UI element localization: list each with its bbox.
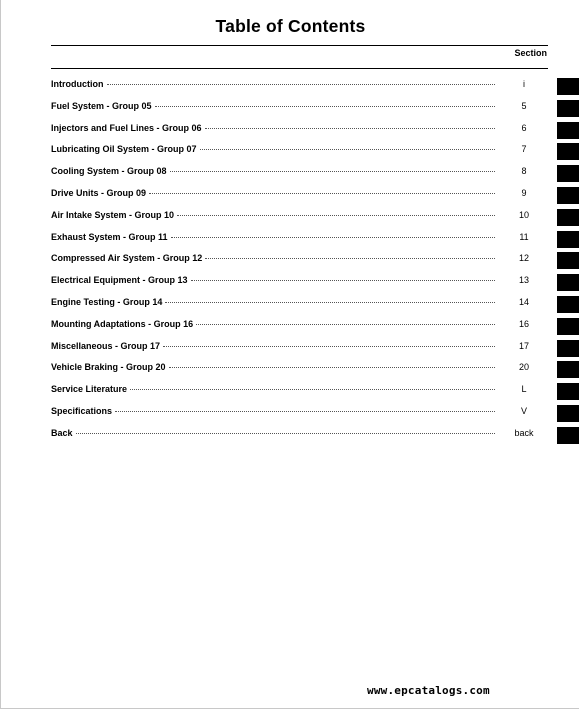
toc-entry-title[interactable]: Cooling System - Group 08 <box>51 166 167 177</box>
section-column-header: Section <box>514 48 547 58</box>
section-tab[interactable] <box>557 296 579 313</box>
toc-entry-specifications[interactable] <box>51 406 546 428</box>
toc-entry-engine-testing[interactable] <box>51 297 546 319</box>
toc-entry-title[interactable]: Specifications <box>51 405 113 416</box>
dot-leader <box>169 367 495 368</box>
dot-leader <box>170 171 495 172</box>
dot-leader <box>205 258 495 259</box>
toc-entry-section[interactable]: 20 <box>518 362 529 373</box>
section-tab[interactable] <box>557 78 579 95</box>
dot-leader <box>196 324 495 325</box>
toc-entry-title[interactable]: Injectors and Fuel Lines - Group 06 <box>51 122 202 133</box>
dot-leader <box>165 302 495 303</box>
toc-entry-title[interactable]: Miscellaneous - Group 17 <box>51 340 161 351</box>
dot-leader <box>130 389 495 390</box>
section-tab[interactable] <box>557 274 579 291</box>
toc-entry-title[interactable]: Compressed Air System - Group 12 <box>51 253 203 264</box>
dot-leader <box>155 106 495 107</box>
section-tab[interactable] <box>557 405 579 422</box>
page-title: Table of Contents <box>215 16 366 36</box>
toc-entry-fuel-system[interactable] <box>51 101 546 123</box>
table-of-contents <box>51 79 546 450</box>
section-tab[interactable] <box>557 187 579 204</box>
toc-entry-drive-units[interactable] <box>51 188 546 210</box>
section-tab[interactable] <box>557 427 579 444</box>
toc-entry-section[interactable]: 5 <box>521 100 527 111</box>
toc-entry-mounting-adaptations[interactable] <box>51 319 546 341</box>
section-tab[interactable] <box>557 361 579 378</box>
toc-entry-introduction[interactable] <box>51 79 546 101</box>
header-rule-bottom <box>51 68 548 69</box>
toc-entry-title[interactable]: Mounting Adaptations - Group 16 <box>51 318 194 329</box>
toc-entry-section[interactable]: L <box>521 384 527 395</box>
toc-entry-title[interactable]: Introduction <box>51 79 104 89</box>
toc-entry-section[interactable]: 16 <box>518 318 529 329</box>
toc-entry-compressed-air[interactable] <box>51 253 546 275</box>
toc-entry-section[interactable]: 6 <box>521 122 527 133</box>
section-tab[interactable] <box>557 100 579 117</box>
toc-entry-section[interactable]: 7 <box>521 144 527 155</box>
section-tab[interactable] <box>557 383 579 400</box>
section-tab[interactable] <box>557 143 579 160</box>
section-tab[interactable] <box>557 165 579 182</box>
toc-entry-title[interactable]: Lubricating Oil System - Group 07 <box>51 144 197 155</box>
toc-entry-back[interactable] <box>51 428 546 450</box>
toc-entry-section[interactable]: 10 <box>518 209 529 220</box>
toc-entry-exhaust-system[interactable] <box>51 232 546 254</box>
toc-entry-section[interactable]: 11 <box>519 231 529 242</box>
toc-entry-title[interactable]: Drive Units - Group 09 <box>51 187 147 198</box>
dot-leader <box>115 411 495 412</box>
toc-entry-section[interactable]: 8 <box>521 166 527 177</box>
toc-entry-section[interactable]: 13 <box>518 275 529 286</box>
section-tab[interactable] <box>557 340 579 357</box>
watermark-url: www.epcatalogs.com <box>367 684 490 697</box>
section-tab[interactable] <box>557 318 579 335</box>
toc-entry-section[interactable]: 14 <box>518 296 529 307</box>
section-tab[interactable] <box>557 209 579 226</box>
section-tab[interactable] <box>557 122 579 139</box>
dot-leader <box>107 84 496 85</box>
toc-entry-title[interactable]: Fuel System - Group 05 <box>51 100 152 111</box>
toc-entry-lubricating-oil[interactable] <box>51 144 546 166</box>
dot-leader <box>191 280 495 281</box>
dot-leader <box>163 346 495 347</box>
toc-entry-section[interactable]: back <box>514 427 534 438</box>
toc-entry-service-literature[interactable] <box>51 384 546 406</box>
toc-entry-title[interactable]: Engine Testing - Group 14 <box>51 296 163 307</box>
toc-entry-title[interactable]: Service Literature <box>51 384 128 395</box>
toc-entry-title[interactable]: Air Intake System - Group 10 <box>51 209 175 220</box>
dot-leader <box>205 128 495 129</box>
dot-leader <box>171 237 495 238</box>
toc-entry-title[interactable]: Vehicle Braking - Group 20 <box>51 362 166 373</box>
dot-leader <box>149 193 495 194</box>
toc-entry-vehicle-braking[interactable] <box>51 362 546 384</box>
toc-entry-section[interactable]: 12 <box>518 253 529 264</box>
toc-entry-title[interactable]: Exhaust System - Group 11 <box>51 231 168 242</box>
toc-entry-section[interactable]: i <box>523 79 525 89</box>
toc-entry-section[interactable]: 9 <box>521 187 527 198</box>
toc-entry-injectors-fuel-lines[interactable] <box>51 123 546 145</box>
section-tab-strip <box>557 78 579 449</box>
toc-entry-miscellaneous[interactable] <box>51 341 546 363</box>
dot-leader <box>200 149 495 150</box>
toc-entry-section[interactable]: V <box>520 405 527 416</box>
dot-leader <box>177 215 495 216</box>
toc-entry-air-intake[interactable] <box>51 210 546 232</box>
toc-entry-section[interactable]: 17 <box>518 340 529 351</box>
section-tab[interactable] <box>557 252 579 269</box>
toc-entry-electrical-equipment[interactable] <box>51 275 546 297</box>
dot-leader <box>76 433 495 434</box>
toc-entry-title[interactable]: Back <box>51 427 73 438</box>
toc-entry-title[interactable]: Electrical Equipment - Group 13 <box>51 275 188 286</box>
section-tab[interactable] <box>557 231 579 248</box>
toc-entry-cooling-system[interactable] <box>51 166 546 188</box>
header-rule-top <box>51 45 548 46</box>
